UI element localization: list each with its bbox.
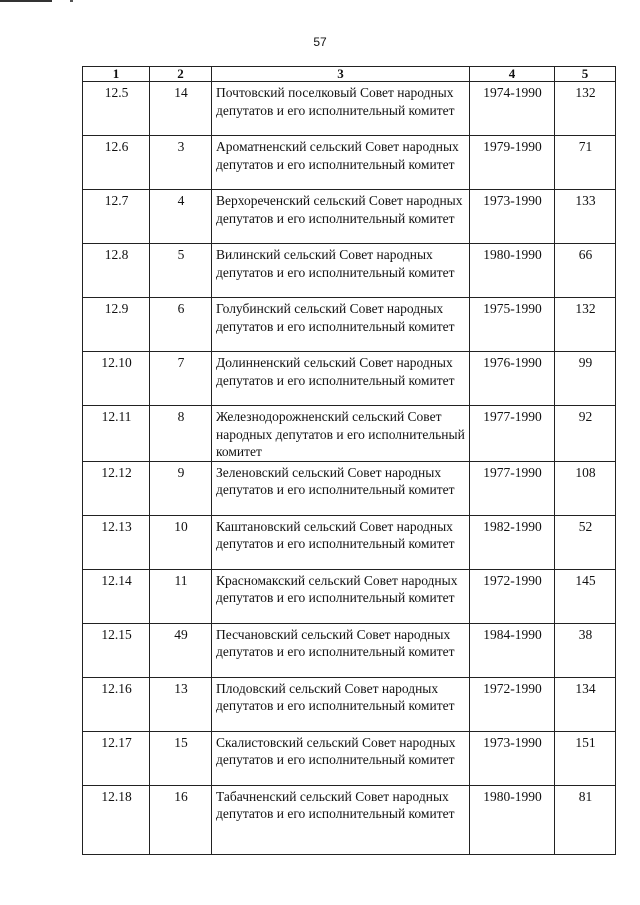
count-cell: 145 (555, 569, 616, 623)
fund-name-cell: Красномакский сельский Совет народных депутатов и его исполнительный комитет (212, 569, 470, 623)
count-cell: 81 (555, 785, 616, 854)
table-row (83, 298, 616, 352)
table-row (83, 623, 616, 677)
fund-number-cell: 9 (150, 461, 212, 515)
fund-number-cell: 16 (150, 785, 212, 854)
column-header: 2 (150, 67, 212, 82)
row-number-cell: 12.11 (83, 406, 150, 462)
fund-list-table (82, 66, 616, 855)
count-cell: 133 (555, 190, 616, 244)
row-number-cell: 12.7 (83, 190, 150, 244)
count-cell: 66 (555, 244, 616, 298)
fund-number-cell: 6 (150, 298, 212, 352)
count-cell: 151 (555, 731, 616, 785)
row-number-cell: 12.6 (83, 136, 150, 190)
fund-name-cell: Ароматненский сельский Совет народных депутатов и его исполнительный комитет (212, 136, 470, 190)
column-header: 1 (83, 67, 150, 82)
fund-number-cell: 14 (150, 82, 212, 136)
years-cell: 1973-1990 (470, 731, 555, 785)
years-cell: 1976-1990 (470, 352, 555, 406)
fund-number-cell: 49 (150, 623, 212, 677)
table-row (83, 461, 616, 515)
count-cell: 38 (555, 623, 616, 677)
count-cell: 99 (555, 352, 616, 406)
fund-name-cell: Скалистовский сельский Совет народных депутатов и его исполнительный комитет (212, 731, 470, 785)
fund-name-cell: Долинненский сельский Совет народных депутатов и его исполнительный комитет (212, 352, 470, 406)
years-cell: 1980-1990 (470, 785, 555, 854)
column-header: 5 (555, 67, 616, 82)
page-number: 57 (313, 35, 327, 49)
fund-number-cell: 3 (150, 136, 212, 190)
fund-number-cell: 4 (150, 190, 212, 244)
fund-name-cell: Плодовский сельский Совет народных депутатов и его исполнительный комитет (212, 677, 470, 731)
years-cell: 1977-1990 (470, 406, 555, 462)
years-cell: 1972-1990 (470, 677, 555, 731)
years-cell: 1973-1990 (470, 190, 555, 244)
fund-name-cell: Почтовский поселковый Совет народных депутатов и его исполнительный комитет (212, 82, 470, 136)
scan-corner-tick (70, 0, 73, 2)
fund-number-cell: 13 (150, 677, 212, 731)
row-number-cell: 12.16 (83, 677, 150, 731)
years-cell: 1984-1990 (470, 623, 555, 677)
table-row (83, 136, 616, 190)
fund-name-cell: Верхореченский сельский Совет народных депутатов и его исполнительный комитет (212, 190, 470, 244)
scan-corner-mark (0, 0, 52, 2)
years-cell: 1975-1990 (470, 298, 555, 352)
count-cell: 92 (555, 406, 616, 462)
table-row (83, 677, 616, 731)
row-number-cell: 12.5 (83, 82, 150, 136)
row-number-cell: 12.14 (83, 569, 150, 623)
fund-name-cell: Вилинский сельский Совет народных депутатов и его исполнительный комитет (212, 244, 470, 298)
years-cell: 1980-1990 (470, 244, 555, 298)
count-cell: 108 (555, 461, 616, 515)
count-cell: 132 (555, 82, 616, 136)
table-row (83, 515, 616, 569)
fund-number-cell: 11 (150, 569, 212, 623)
count-cell: 132 (555, 298, 616, 352)
years-cell: 1982-1990 (470, 515, 555, 569)
row-number-cell: 12.18 (83, 785, 150, 854)
table-row (83, 785, 616, 854)
fund-name-cell: Зеленовский сельский Совет народных депутатов и его исполнительный комитет (212, 461, 470, 515)
fund-number-cell: 15 (150, 731, 212, 785)
table-row (83, 190, 616, 244)
fund-name-cell: Табачненский сельский Совет народных депутатов и его исполнительный комитет (212, 785, 470, 854)
row-number-cell: 12.17 (83, 731, 150, 785)
row-number-cell: 12.10 (83, 352, 150, 406)
column-header: 4 (470, 67, 555, 82)
count-cell: 71 (555, 136, 616, 190)
table-row (83, 406, 616, 462)
fund-number-cell: 8 (150, 406, 212, 462)
table-row (83, 244, 616, 298)
fund-name-cell: Голубинский сельский Совет народных депутатов и его исполнительный комитет (212, 298, 470, 352)
table-row (83, 352, 616, 406)
years-cell: 1974-1990 (470, 82, 555, 136)
fund-number-cell: 5 (150, 244, 212, 298)
row-number-cell: 12.15 (83, 623, 150, 677)
fund-number-cell: 7 (150, 352, 212, 406)
table-row (83, 82, 616, 136)
row-number-cell: 12.12 (83, 461, 150, 515)
header-row (83, 67, 616, 82)
years-cell: 1972-1990 (470, 569, 555, 623)
fund-name-cell: Каштановский сельский Совет народных депутатов и его исполнительный комитет (212, 515, 470, 569)
table-row (83, 731, 616, 785)
years-cell: 1979-1990 (470, 136, 555, 190)
fund-name-cell: Песчановский сельский Совет народных депутатов и его исполнительный комитет (212, 623, 470, 677)
count-cell: 134 (555, 677, 616, 731)
column-header: 3 (212, 67, 470, 82)
row-number-cell: 12.8 (83, 244, 150, 298)
table-row (83, 569, 616, 623)
count-cell: 52 (555, 515, 616, 569)
row-number-cell: 12.13 (83, 515, 150, 569)
fund-name-cell: Железнодорожненский сельский Совет народных депутатов и его исполнительный комитет (212, 406, 470, 462)
years-cell: 1977-1990 (470, 461, 555, 515)
fund-number-cell: 10 (150, 515, 212, 569)
row-number-cell: 12.9 (83, 298, 150, 352)
